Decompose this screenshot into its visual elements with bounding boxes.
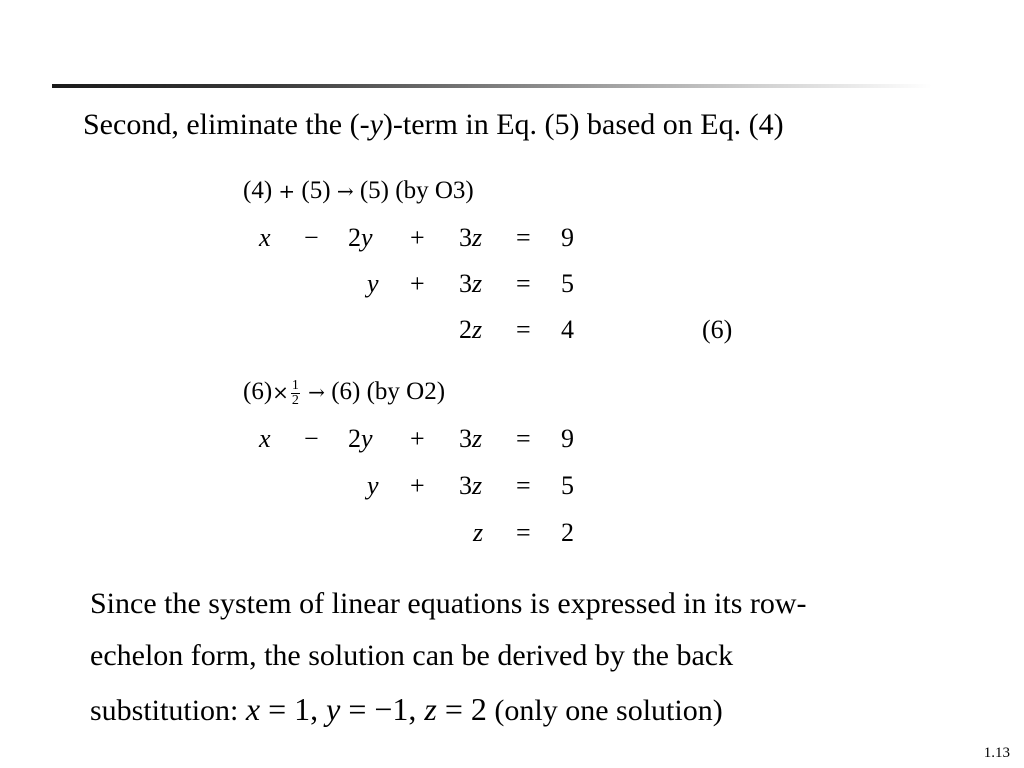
rhs-value: 5 bbox=[561, 269, 574, 298]
arrow-icon: → bbox=[308, 380, 325, 404]
operator-plus: + bbox=[410, 223, 425, 252]
equals-sign: = bbox=[516, 269, 531, 298]
rhs-value: 4 bbox=[561, 315, 574, 344]
rhs-value: 2 bbox=[561, 518, 574, 547]
conclusion-line-2: echelon form, the solution can be derived by the back bbox=[90, 639, 734, 672]
rhs-value: 5 bbox=[561, 471, 574, 500]
term-y: 2y bbox=[348, 223, 373, 252]
equals-sign: = bbox=[516, 518, 531, 547]
arrow-icon: → bbox=[336, 179, 354, 203]
term-z: z bbox=[473, 518, 484, 547]
operation-2: (6)× $\frac{1}{2}$ → (6) (by O2) bbox=[243, 377, 446, 408]
page-number: 1.13 bbox=[983, 745, 1010, 761]
equals-sign: = bbox=[516, 471, 531, 500]
equation-label: (6) bbox=[702, 315, 733, 344]
fraction-one-half: $\frac{1}{2}$ bbox=[291, 377, 299, 408]
title-rule bbox=[52, 84, 932, 88]
conclusion-line-1: Since the system of linear equations is expressed in its row- bbox=[90, 587, 807, 620]
equals-sign: = bbox=[516, 424, 531, 453]
conclusion-line-3: substitution: x = 1, y = −1, z = 2 (only one solution) bbox=[90, 691, 723, 727]
solution-expression: x = 1, y = −1, z = 2 bbox=[245, 691, 487, 727]
term-x: x bbox=[259, 223, 271, 252]
rhs-value: 9 bbox=[561, 223, 574, 252]
equals-sign: = bbox=[516, 315, 531, 344]
operator-plus: + bbox=[410, 471, 425, 500]
operator-minus: − bbox=[304, 223, 319, 252]
section-heading: Second, eliminate the (-y)-term in Eq. (5) based on Eq. (4) bbox=[83, 108, 784, 141]
term-x: x bbox=[259, 424, 271, 453]
rhs-value: 9 bbox=[561, 424, 574, 453]
operator-plus: + bbox=[410, 424, 425, 453]
term-z: 3z bbox=[459, 424, 483, 453]
equals-sign: = bbox=[516, 223, 531, 252]
term-y: 2y bbox=[348, 424, 373, 453]
term-z: 3z bbox=[459, 269, 483, 298]
term-z: 3z bbox=[459, 471, 483, 500]
term-z: 3z bbox=[459, 223, 483, 252]
operator-plus: + bbox=[410, 269, 425, 298]
term-y: y bbox=[367, 471, 379, 500]
operator-minus: − bbox=[304, 424, 319, 453]
term-z: 2z bbox=[459, 315, 483, 344]
term-y: y bbox=[367, 269, 379, 298]
operation-1: (4) + (5) → (5) (by O3) bbox=[243, 177, 474, 204]
